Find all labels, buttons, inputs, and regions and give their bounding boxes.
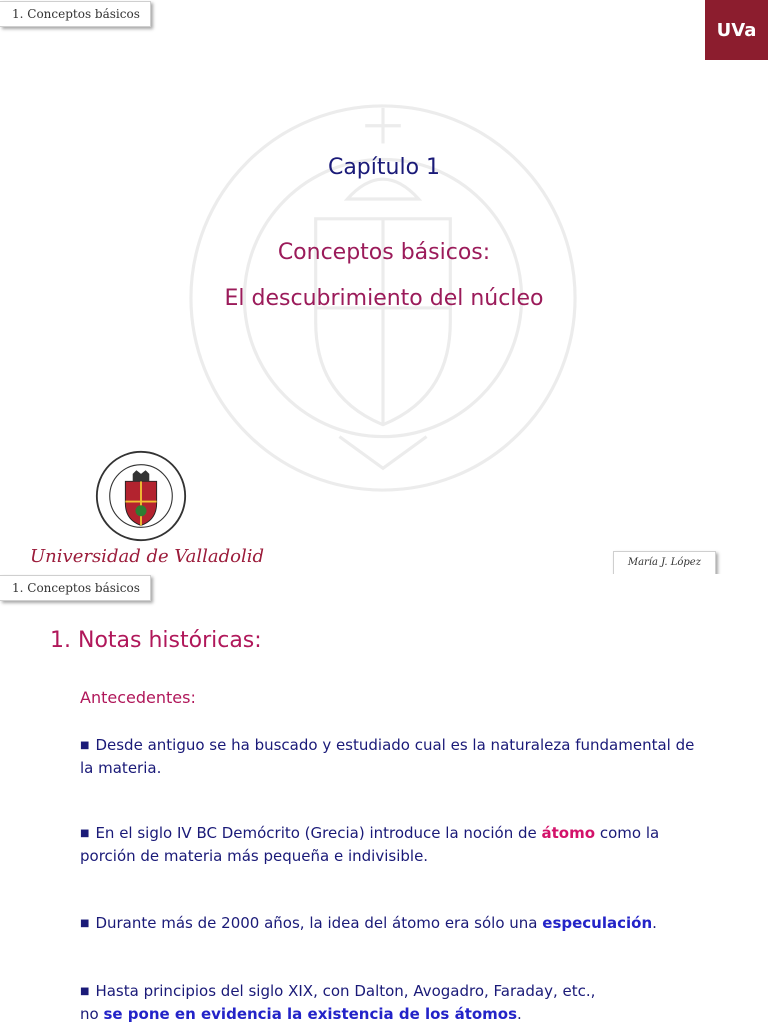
bullet-text: Durante más de 2000 años, la idea del átomo era sólo una — [95, 914, 538, 932]
bullet-text: como la porción de materia más pequeña e indivisible. — [80, 824, 660, 865]
author-tag: María J. López — [613, 551, 716, 574]
bullet-marker-icon: ■ — [80, 986, 90, 997]
bullet-keyword: se pone en evidencia la existencia de los átomos — [103, 1005, 518, 1023]
bullet-marker-icon: ■ — [80, 918, 90, 929]
uva-logo-text: UVa — [716, 19, 757, 41]
bullet-text: Desde antiguo se ha buscado y estudiado cual es la naturaleza fundamental de la materia. — [80, 736, 695, 777]
bullet-text: . — [517, 1005, 522, 1023]
bullet-text: no — [80, 1005, 99, 1023]
chapter-title: Capítulo 1 — [327, 155, 441, 180]
section-tab: 1. Conceptos básicos — [0, 575, 151, 601]
university-signature: Universidad de Valladolid — [30, 546, 265, 567]
university-seal — [95, 450, 187, 542]
bullet-keyword: especulación — [542, 914, 653, 932]
bullet-item — [80, 912, 700, 935]
uva-logo — [705, 0, 768, 60]
section-tab: 1. Conceptos básicos — [0, 1, 151, 27]
bullet-item — [80, 734, 700, 780]
slide-subheading: Antecedentes: — [80, 688, 196, 707]
bullet-keyword: átomo — [541, 824, 596, 842]
bullet-marker-icon: ■ — [80, 828, 90, 839]
content-slide — [0, 574, 768, 1024]
slide-heading: 1. Notas históricas: — [50, 628, 262, 653]
bullet-item — [80, 822, 700, 868]
subtitle-line-1: Conceptos básicos: — [277, 240, 491, 265]
subtitle-line-2: El descubrimiento del núcleo — [224, 286, 544, 311]
bullet-text: . — [652, 914, 657, 932]
bullet-item — [80, 980, 700, 1024]
bullet-text: Hasta principios del siglo XIX, con Dalton, Avogadro, Faraday, etc., — [95, 982, 596, 1000]
bullet-marker-icon: ■ — [80, 740, 90, 751]
bullet-text: En el siglo IV BC Demócrito (Grecia) introduce la noción de — [95, 824, 537, 842]
